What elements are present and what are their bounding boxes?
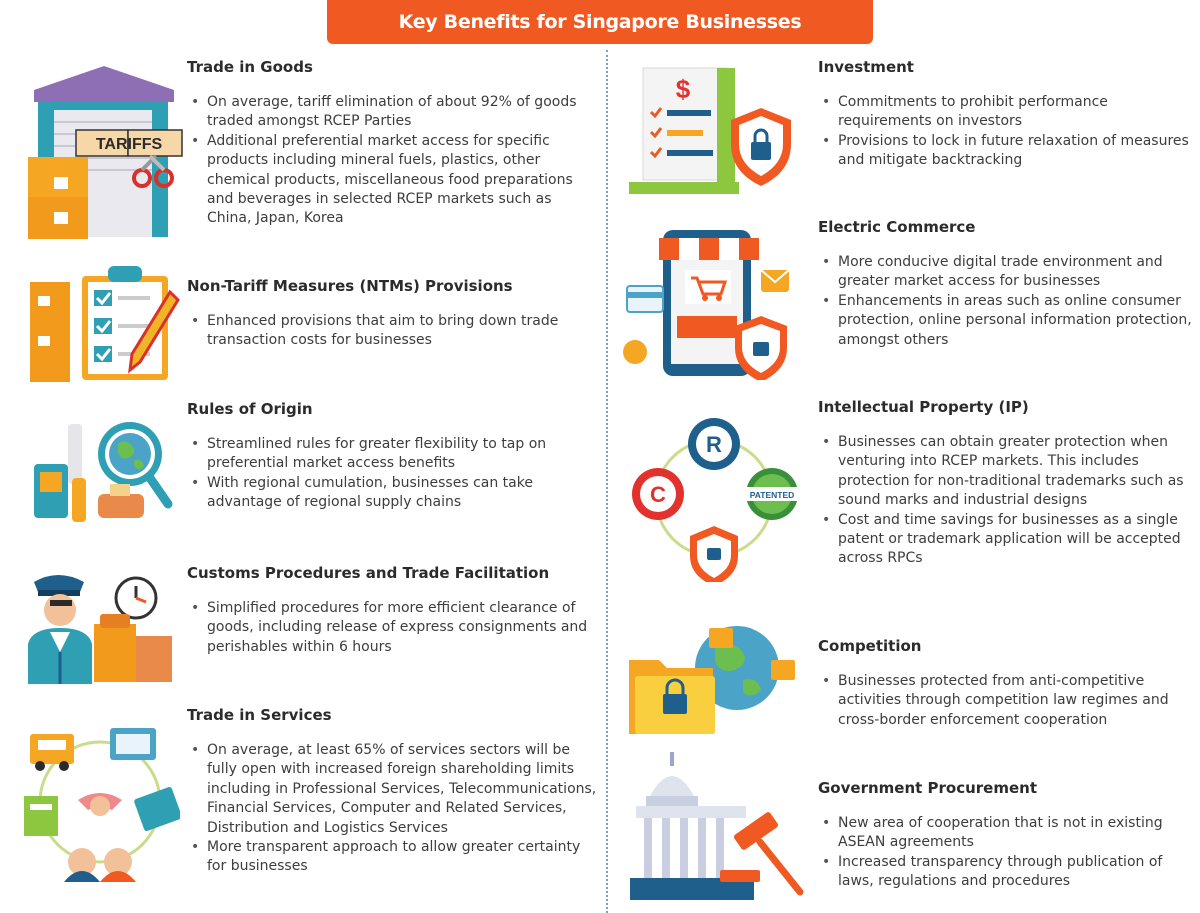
section-title: Electric Commerce bbox=[818, 218, 976, 236]
section-title: Investment bbox=[818, 58, 914, 76]
globe-magnifier-icon bbox=[30, 414, 180, 526]
bullet-item: • On average, tariff elimination of about 92% of goods traded amongst RCEP Parties bbox=[187, 93, 597, 132]
checklist-clipboard-icon bbox=[30, 262, 180, 382]
tariffs-label: TARIFFS bbox=[95, 136, 163, 153]
bullet-item: • Enhanced provisions that aim to bring down trade transaction costs for businesses bbox=[187, 312, 597, 351]
bullet-item: • Businesses protected from anti-competitive activities through competition law regimes and cross-border enforcement cooperation bbox=[818, 672, 1193, 730]
ip-symbols-icon bbox=[628, 414, 808, 582]
column-divider bbox=[606, 50, 608, 913]
bullet-item: • Cost and time savings for businesses as a single patent or trademark application will be accepted across RPCs bbox=[818, 511, 1193, 569]
bullet-item: • Businesses can obtain greater protection when venturing into RCEP markets. This includes protection for non-traditional trademarks such as sound marks and industrial designs bbox=[818, 433, 1193, 511]
government-gavel-icon bbox=[630, 752, 805, 902]
ecommerce-shop-icon bbox=[615, 224, 795, 380]
bullet-item: • More conducive digital trade environment and greater market access for businesses bbox=[818, 253, 1193, 292]
bullet-item: • Simplified procedures for more efficient clearance of goods, including release of express consignments and perishables within 6 hours bbox=[187, 599, 597, 657]
page-title: Key Benefits for Singapore Businesses bbox=[398, 11, 802, 33]
investment-document-lock-icon bbox=[625, 64, 795, 196]
competition-folders-icon bbox=[625, 620, 800, 738]
bullet-item: • Enhancements in areas such as online consumer protection, online personal information protection, amongst others bbox=[818, 292, 1193, 350]
customs-officer-icon bbox=[24, 566, 174, 684]
investment-dollar-label: $ bbox=[675, 74, 691, 104]
bullet-item: • With regional cumulation, businesses can take advantage of regional supply chains bbox=[187, 474, 597, 513]
bullet-item: • Increased transparency through publication of laws, regulations and procedures bbox=[818, 853, 1193, 892]
bullet-item: • More transparent approach to allow greater certainty for businesses bbox=[187, 838, 597, 877]
section-title: Trade in Services bbox=[187, 706, 332, 724]
tariffs-warehouse-icon bbox=[24, 62, 184, 242]
bullet-item: • New area of cooperation that is not in existing ASEAN agreements bbox=[818, 814, 1193, 853]
bullet-item: • Commitments to prohibit performance requirements on investors bbox=[818, 93, 1193, 132]
services-network-icon bbox=[20, 722, 180, 882]
section-title: Trade in Goods bbox=[187, 58, 313, 76]
section-title: Rules of Origin bbox=[187, 400, 313, 418]
page-title-banner bbox=[327, 0, 873, 44]
patented-label: PATENTED bbox=[749, 490, 795, 500]
section-title: Intellectual Property (IP) bbox=[818, 398, 1029, 416]
section-title: Competition bbox=[818, 637, 922, 655]
bullet-item: • Provisions to lock in future relaxation of measures and mitigate backtracking bbox=[818, 132, 1193, 171]
section-title: Non-Tariff Measures (NTMs) Provisions bbox=[187, 277, 513, 295]
svg-text:R: R bbox=[706, 432, 722, 457]
bullet-item: • On average, at least 65% of services sectors will be fully open with increased foreign shareholding limits including in Professional Services, Telecommunications, Financial Services, Computer and Related Services, Distribution and Logistics Services bbox=[187, 741, 597, 838]
bullet-item: • Streamlined rules for greater flexibility to tap on preferential market access benefits bbox=[187, 435, 597, 474]
section-title: Government Procurement bbox=[818, 779, 1038, 797]
svg-text:C: C bbox=[650, 482, 666, 507]
section-title: Customs Procedures and Trade Facilitation bbox=[187, 564, 550, 582]
bullet-item: • Additional preferential market access for specific products including mineral fuels, plastics, other chemical products, miscellaneous food preparations and beverages in selected RCEP markets such as China, Japan, Korea bbox=[187, 132, 597, 229]
